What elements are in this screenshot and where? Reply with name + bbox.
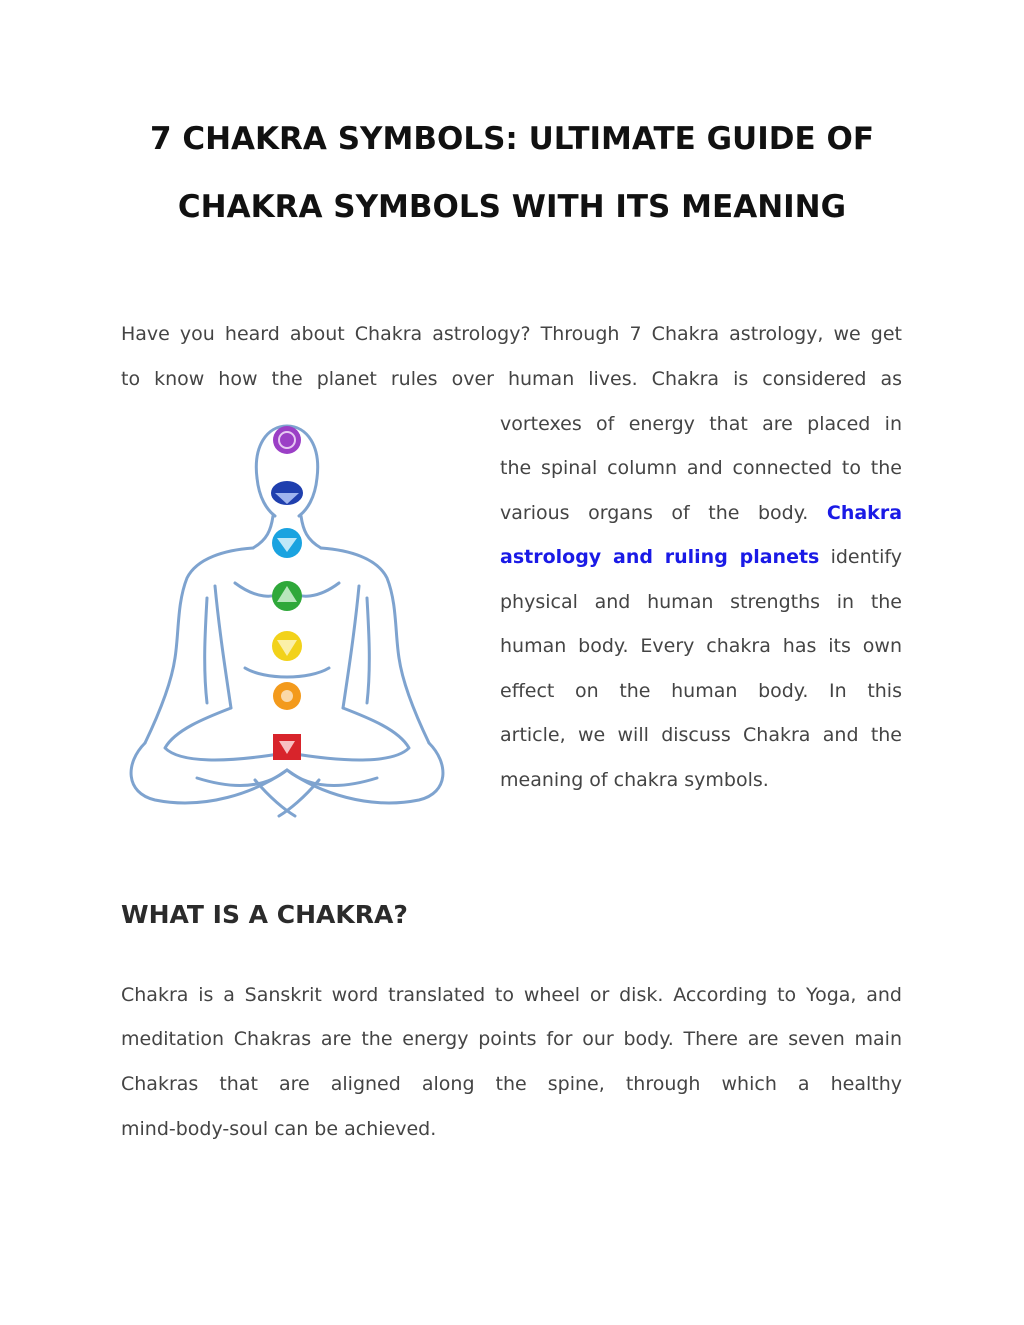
intro-line-2: to know how the planet rules over human lives. Chakra is considered as: [121, 368, 902, 390]
intro-line-4: the spinal column and connected to the: [500, 457, 902, 479]
page-title-line-2: CHAKRA SYMBOLS WITH ITS MEANING: [177, 189, 847, 225]
section-heading: WHAT IS A CHAKRA?: [121, 900, 408, 929]
intro-line-5: [500, 501, 902, 525]
intro-line-6: [500, 545, 902, 569]
section-line-3: Chakras that are aligned along the spine, through which a healthy: [121, 1073, 902, 1095]
meditating-figure-icon: [85, 418, 485, 823]
intro-line-3: vortexes of energy that are placed in: [500, 413, 902, 435]
section-line-1: Chakra is a Sanskrit word translated to wheel or disk. According to Yoga, and: [121, 984, 902, 1006]
page-title-line-1: 7 CHAKRA SYMBOLS: ULTIMATE GUIDE OF: [149, 121, 874, 157]
intro-line-9: effect on the human body. In this: [500, 680, 902, 702]
intro-text: various organs of the body.: [500, 502, 809, 524]
intro-line-11: meaning of chakra symbols.: [500, 769, 769, 791]
section-line-4: mind-body-soul can be achieved.: [121, 1118, 437, 1140]
intro-line-8: human body. Every chakra has its own: [500, 635, 902, 657]
intro-line-10: article, we will discuss Chakra and the: [500, 724, 902, 746]
intro-line-1: Have you heard about Chakra astrology? Through 7 Chakra astrology, we get: [121, 323, 902, 345]
intro-text: identify: [830, 546, 902, 568]
intro-line-7: physical and human strengths in the: [500, 591, 902, 613]
chakra-astrology-link-part-1[interactable]: Chakra: [826, 502, 903, 524]
page-title: [100, 105, 924, 241]
chakra-astrology-link-part-2[interactable]: astrology and ruling planets: [500, 546, 820, 568]
section-line-2: meditation Chakras are the energy points for our body. There are seven main: [121, 1028, 902, 1050]
meditating-figure-image: [85, 418, 485, 823]
